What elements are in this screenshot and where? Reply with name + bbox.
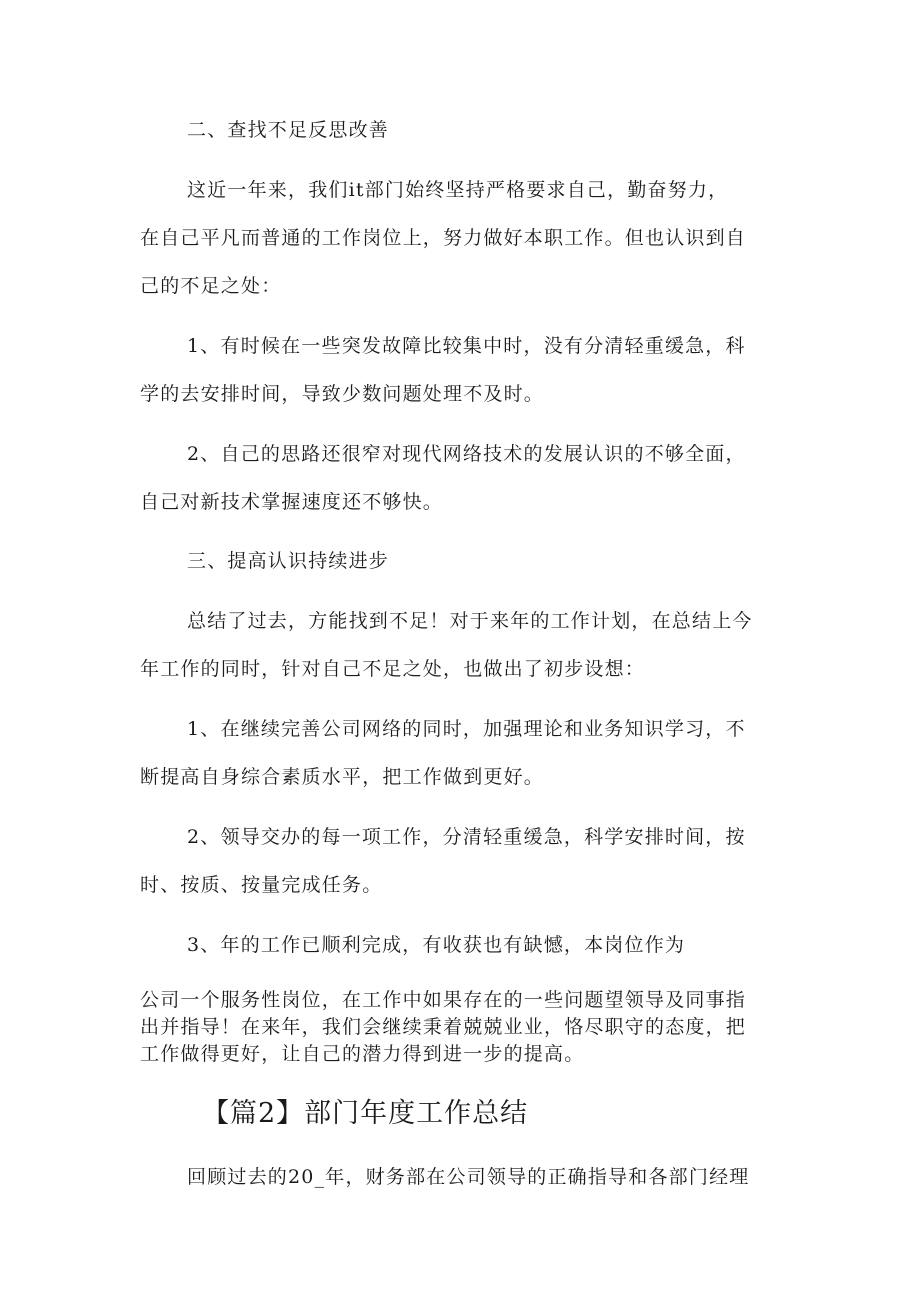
list-item-text: 公司一个服务性岗位，在工作中如果存在的一些问题望领导及同事指	[140, 989, 747, 1011]
list-item-text: 3、年的工作已顺利完成，有收获也有缺憾，本岗位作为	[187, 934, 686, 956]
list-item-text: 工作做得更好，让自己的潜力得到进一步的提高。	[140, 1043, 585, 1065]
list-item-text: 2、领导交办的每一项工作，分清轻重缓急，科学安排时间，按	[187, 826, 746, 848]
section-heading-text: 二、查找不足反思改善	[187, 119, 390, 141]
paragraph-text: 这近一年来，我们it部门始终坚持严格要求自己，勤奋努力，	[187, 179, 729, 201]
section-heading-text: 三、提高认识持续进步	[187, 550, 390, 572]
paragraph-text: 己的不足之处：	[140, 275, 282, 297]
article-title-text: 【篇2】部门年度工作总结	[202, 1098, 529, 1129]
paragraph-text: 总结了过去，方能找到不足！对于来年的工作计划，在总结上今	[187, 610, 753, 632]
list-item-text: 断提高自身综合素质水平，把工作做到更好。	[140, 766, 545, 788]
list-item-text: 时、按质、按量完成任务。	[140, 874, 383, 896]
list-item-text: 自己对新技术掌握速度还不够快。	[140, 491, 444, 513]
list-item-text: 1、有时候在一些突发故障比较集中时，没有分清轻重缓急，科	[187, 335, 746, 357]
list-item-text: 2、自己的思路还很窄对现代网络技术的发展认识的不够全面，	[187, 443, 746, 465]
paragraph-text: 回顾过去的20_年，财务部在公司领导的正确指导和各部门经理	[187, 1166, 750, 1188]
paragraph-text: 在自己平凡而普通的工作岗位上，努力做好本职工作。但也认识到自	[140, 227, 747, 249]
list-item-text: 学的去安排时间，导致少数问题处理不及时。	[140, 383, 545, 405]
list-item-text: 出并指导！在来年，我们会继续秉着兢兢业业，恪尽职守的态度，把	[140, 1016, 747, 1038]
list-item-text: 1、在继续完善公司网络的同时，加强理论和业务知识学习，不	[187, 718, 746, 740]
paragraph-text: 年工作的同时，针对自己不足之处，也做出了初步设想：	[140, 658, 646, 680]
